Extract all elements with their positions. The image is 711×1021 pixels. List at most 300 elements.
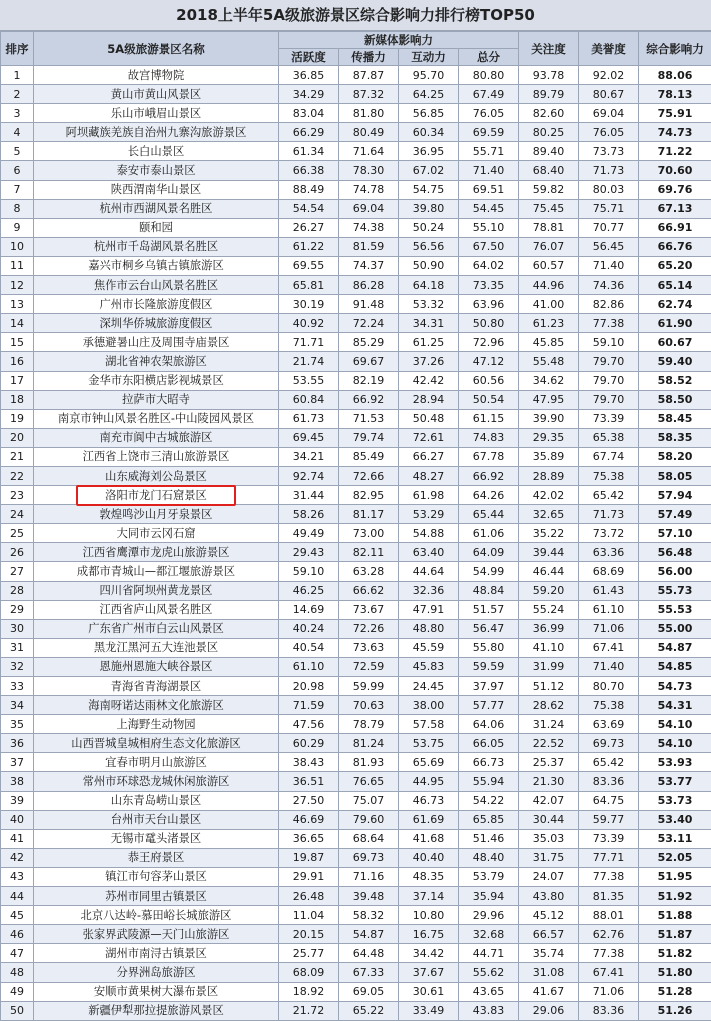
interact-cell: 38.00 <box>399 696 459 715</box>
rank-cell: 12 <box>1 276 34 295</box>
attention-cell: 25.37 <box>519 753 579 772</box>
interact-cell: 54.88 <box>399 524 459 543</box>
interact-cell: 45.83 <box>399 657 459 676</box>
name-cell: 南京市钟山风景名胜区-中山陵园风景区 <box>34 409 279 428</box>
table-row <box>1 715 711 734</box>
header-reputation: 美誉度 <box>579 32 639 66</box>
table-row <box>1 237 711 256</box>
final-cell: 54.85 <box>639 657 711 676</box>
reputation-cell: 67.41 <box>579 638 639 657</box>
total-cell: 73.35 <box>459 276 519 295</box>
spread-cell: 74.78 <box>339 180 399 199</box>
reputation-cell: 81.35 <box>579 887 639 906</box>
spread-cell: 59.99 <box>339 677 399 696</box>
spread-cell: 87.87 <box>339 66 399 85</box>
header-name: 5A级旅游景区名称 <box>34 32 279 66</box>
interact-cell: 64.18 <box>399 276 459 295</box>
active-cell: 49.49 <box>279 524 339 543</box>
active-cell: 83.04 <box>279 104 339 123</box>
active-cell: 58.26 <box>279 505 339 524</box>
active-cell: 40.24 <box>279 619 339 638</box>
spread-cell: 81.80 <box>339 104 399 123</box>
interact-cell: 50.48 <box>399 409 459 428</box>
interact-cell: 24.45 <box>399 677 459 696</box>
total-cell: 57.77 <box>459 696 519 715</box>
table-row <box>1 906 711 925</box>
table-body <box>1 66 711 1021</box>
rank-cell: 41 <box>1 829 34 848</box>
interact-cell: 56.56 <box>399 237 459 256</box>
rank-cell: 31 <box>1 638 34 657</box>
rank-cell: 1 <box>1 66 34 85</box>
name-cell: 江西省庐山风景名胜区 <box>34 600 279 619</box>
active-cell: 53.55 <box>279 371 339 390</box>
table-row <box>1 409 711 428</box>
table-row <box>1 142 711 161</box>
final-cell: 55.00 <box>639 619 711 638</box>
header-attention: 关注度 <box>519 32 579 66</box>
table-row <box>1 753 711 772</box>
interact-cell: 66.27 <box>399 447 459 466</box>
spread-cell: 71.64 <box>339 142 399 161</box>
interact-cell: 28.94 <box>399 390 459 409</box>
final-cell: 53.11 <box>639 829 711 848</box>
name-cell: 恩施州恩施大峡谷景区 <box>34 657 279 676</box>
table-row <box>1 562 711 581</box>
name-cell: 分界洲岛旅游区 <box>34 963 279 982</box>
table-row <box>1 600 711 619</box>
interact-cell: 65.69 <box>399 753 459 772</box>
spread-cell: 91.48 <box>339 295 399 314</box>
interact-cell: 63.40 <box>399 543 459 562</box>
attention-cell: 78.81 <box>519 218 579 237</box>
name-cell: 深圳华侨城旅游度假区 <box>34 314 279 333</box>
total-cell: 61.06 <box>459 524 519 543</box>
final-cell: 53.40 <box>639 810 711 829</box>
reputation-cell: 77.71 <box>579 848 639 867</box>
name-cell: 焦作市云台山风景名胜区 <box>34 276 279 295</box>
final-cell: 51.80 <box>639 963 711 982</box>
table-row <box>1 696 711 715</box>
interact-cell: 72.61 <box>399 428 459 447</box>
active-cell: 31.44 <box>279 486 339 505</box>
reputation-cell: 75.71 <box>579 199 639 218</box>
attention-cell: 35.89 <box>519 447 579 466</box>
active-cell: 20.98 <box>279 677 339 696</box>
attention-cell: 22.52 <box>519 734 579 753</box>
reputation-cell: 61.10 <box>579 600 639 619</box>
interact-cell: 44.95 <box>399 772 459 791</box>
active-cell: 26.48 <box>279 887 339 906</box>
header-interact: 互动力 <box>399 49 459 66</box>
interact-cell: 40.40 <box>399 848 459 867</box>
reputation-cell: 77.38 <box>579 867 639 886</box>
reputation-cell: 64.75 <box>579 791 639 810</box>
reputation-cell: 59.10 <box>579 333 639 352</box>
spread-cell: 85.29 <box>339 333 399 352</box>
active-cell: 18.92 <box>279 982 339 1001</box>
table-header <box>1 32 711 66</box>
interact-cell: 60.34 <box>399 123 459 142</box>
attention-cell: 28.62 <box>519 696 579 715</box>
reputation-cell: 79.70 <box>579 390 639 409</box>
table-row <box>1 390 711 409</box>
final-cell: 58.52 <box>639 371 711 390</box>
attention-cell: 39.44 <box>519 543 579 562</box>
active-cell: 66.29 <box>279 123 339 142</box>
rank-cell: 27 <box>1 562 34 581</box>
active-cell: 60.29 <box>279 734 339 753</box>
reputation-cell: 80.03 <box>579 180 639 199</box>
final-cell: 58.35 <box>639 428 711 447</box>
interact-cell: 32.36 <box>399 581 459 600</box>
name-cell: 镇江市句容茅山景区 <box>34 867 279 886</box>
spread-cell: 78.79 <box>339 715 399 734</box>
spread-cell: 73.67 <box>339 600 399 619</box>
total-cell: 50.54 <box>459 390 519 409</box>
final-cell: 65.20 <box>639 256 711 275</box>
header-total: 总分 <box>459 49 519 66</box>
reputation-cell: 62.76 <box>579 925 639 944</box>
table-row <box>1 428 711 447</box>
total-cell: 54.22 <box>459 791 519 810</box>
rank-cell: 24 <box>1 505 34 524</box>
final-cell: 70.60 <box>639 161 711 180</box>
total-cell: 66.92 <box>459 466 519 485</box>
reputation-cell: 79.70 <box>579 371 639 390</box>
active-cell: 29.43 <box>279 543 339 562</box>
total-cell: 43.65 <box>459 982 519 1001</box>
rank-cell: 3 <box>1 104 34 123</box>
interact-cell: 53.29 <box>399 505 459 524</box>
attention-cell: 35.22 <box>519 524 579 543</box>
name-cell: 恭王府景区 <box>34 848 279 867</box>
spread-cell: 73.63 <box>339 638 399 657</box>
final-cell: 66.91 <box>639 218 711 237</box>
name-cell: 张家界武陵源—天门山旅游区 <box>34 925 279 944</box>
name-cell: 杭州市西湖风景名胜区 <box>34 199 279 218</box>
rank-cell: 7 <box>1 180 34 199</box>
rank-cell: 20 <box>1 428 34 447</box>
attention-cell: 34.62 <box>519 371 579 390</box>
name-cell: 上海野生动物园 <box>34 715 279 734</box>
name-cell: 杭州市千岛湖风景名胜区 <box>34 237 279 256</box>
attention-cell: 89.40 <box>519 142 579 161</box>
reputation-cell: 59.77 <box>579 810 639 829</box>
attention-cell: 31.08 <box>519 963 579 982</box>
attention-cell: 29.06 <box>519 1001 579 1020</box>
interact-cell: 61.69 <box>399 810 459 829</box>
header-media-group: 新媒体影响力 <box>279 32 519 49</box>
active-cell: 11.04 <box>279 906 339 925</box>
active-cell: 61.22 <box>279 237 339 256</box>
total-cell: 44.71 <box>459 944 519 963</box>
total-cell: 69.51 <box>459 180 519 199</box>
final-cell: 51.95 <box>639 867 711 886</box>
total-cell: 48.40 <box>459 848 519 867</box>
name-cell: 海南呀诺达雨林文化旅游区 <box>34 696 279 715</box>
name-cell: 山西晋城皇城相府生态文化旅游区 <box>34 734 279 753</box>
interact-cell: 64.25 <box>399 85 459 104</box>
reputation-cell: 71.73 <box>579 505 639 524</box>
name-cell: 四川省阿坝州黄龙景区 <box>34 581 279 600</box>
rank-cell: 45 <box>1 906 34 925</box>
final-cell: 88.06 <box>639 66 711 85</box>
name-cell: 新疆伊犁那拉提旅游风景区 <box>34 1001 279 1020</box>
spread-cell: 71.53 <box>339 409 399 428</box>
active-cell: 29.91 <box>279 867 339 886</box>
name-cell: 陕西渭南华山景区 <box>34 180 279 199</box>
attention-cell: 44.96 <box>519 276 579 295</box>
reputation-cell: 74.36 <box>579 276 639 295</box>
table-row <box>1 524 711 543</box>
active-cell: 21.72 <box>279 1001 339 1020</box>
attention-cell: 80.25 <box>519 123 579 142</box>
active-cell: 30.19 <box>279 295 339 314</box>
attention-cell: 55.24 <box>519 600 579 619</box>
spread-cell: 73.00 <box>339 524 399 543</box>
attention-cell: 75.45 <box>519 199 579 218</box>
final-cell: 67.13 <box>639 199 711 218</box>
rank-cell: 2 <box>1 85 34 104</box>
rank-cell: 47 <box>1 944 34 963</box>
reputation-cell: 56.45 <box>579 237 639 256</box>
attention-cell: 42.07 <box>519 791 579 810</box>
table-row <box>1 66 711 85</box>
table-row <box>1 314 711 333</box>
table-row <box>1 944 711 963</box>
rank-cell: 14 <box>1 314 34 333</box>
rank-cell: 8 <box>1 199 34 218</box>
attention-cell: 21.30 <box>519 772 579 791</box>
active-cell: 36.85 <box>279 66 339 85</box>
interact-cell: 33.49 <box>399 1001 459 1020</box>
total-cell: 80.80 <box>459 66 519 85</box>
name-cell: 湖北省神农架旅游区 <box>34 352 279 371</box>
table-row <box>1 982 711 1001</box>
spread-cell: 82.19 <box>339 371 399 390</box>
table-row <box>1 123 711 142</box>
interact-cell: 48.27 <box>399 466 459 485</box>
spread-cell: 78.30 <box>339 161 399 180</box>
header-active: 活跃度 <box>279 49 339 66</box>
reputation-cell: 83.36 <box>579 772 639 791</box>
total-cell: 50.80 <box>459 314 519 333</box>
interact-cell: 37.26 <box>399 352 459 371</box>
total-cell: 32.68 <box>459 925 519 944</box>
name-cell: 敦煌鸣沙山月牙泉景区 <box>34 505 279 524</box>
interact-cell: 53.75 <box>399 734 459 753</box>
rank-cell: 18 <box>1 390 34 409</box>
final-cell: 51.92 <box>639 887 711 906</box>
name-cell: 宜春市明月山旅游区 <box>34 753 279 772</box>
total-cell: 65.85 <box>459 810 519 829</box>
reputation-cell: 77.38 <box>579 314 639 333</box>
final-cell: 61.90 <box>639 314 711 333</box>
final-cell: 62.74 <box>639 295 711 314</box>
spread-cell: 79.74 <box>339 428 399 447</box>
active-cell: 25.77 <box>279 944 339 963</box>
final-cell: 53.73 <box>639 791 711 810</box>
interact-cell: 30.61 <box>399 982 459 1001</box>
rank-cell: 15 <box>1 333 34 352</box>
attention-cell: 60.57 <box>519 256 579 275</box>
spread-cell: 70.63 <box>339 696 399 715</box>
table-row <box>1 810 711 829</box>
rank-cell: 9 <box>1 218 34 237</box>
final-cell: 51.82 <box>639 944 711 963</box>
reputation-cell: 65.42 <box>579 486 639 505</box>
interact-cell: 46.73 <box>399 791 459 810</box>
table-row <box>1 295 711 314</box>
table-row <box>1 657 711 676</box>
final-cell: 59.40 <box>639 352 711 371</box>
name-cell: 成都市青城山—都江堰旅游景区 <box>34 562 279 581</box>
spread-cell: 66.92 <box>339 390 399 409</box>
total-cell: 76.05 <box>459 104 519 123</box>
rank-cell: 23 <box>1 486 34 505</box>
rank-cell: 46 <box>1 925 34 944</box>
interact-cell: 36.95 <box>399 142 459 161</box>
table-row <box>1 1001 711 1020</box>
table-row <box>1 619 711 638</box>
name-cell: 承德避暑山庄及周围寺庙景区 <box>34 333 279 352</box>
spread-cell: 54.87 <box>339 925 399 944</box>
spread-cell: 39.48 <box>339 887 399 906</box>
rank-cell: 33 <box>1 677 34 696</box>
table-row <box>1 85 711 104</box>
table-row <box>1 218 711 237</box>
rank-cell: 19 <box>1 409 34 428</box>
attention-cell: 46.44 <box>519 562 579 581</box>
attention-cell: 82.60 <box>519 104 579 123</box>
name-cell: 阿坝藏族羌族自治州九寨沟旅游景区 <box>34 123 279 142</box>
table-row <box>1 677 711 696</box>
attention-cell: 42.02 <box>519 486 579 505</box>
spread-cell: 82.11 <box>339 543 399 562</box>
rank-cell: 35 <box>1 715 34 734</box>
spread-cell: 66.62 <box>339 581 399 600</box>
attention-cell: 45.12 <box>519 906 579 925</box>
table-row <box>1 543 711 562</box>
name-cell: 广东省广州市白云山风景区 <box>34 619 279 638</box>
final-cell: 54.31 <box>639 696 711 715</box>
final-cell: 57.94 <box>639 486 711 505</box>
reputation-cell: 73.73 <box>579 142 639 161</box>
rank-cell: 44 <box>1 887 34 906</box>
total-cell: 69.59 <box>459 123 519 142</box>
spread-cell: 80.49 <box>339 123 399 142</box>
name-cell: 颐和园 <box>34 218 279 237</box>
name-cell: 泰安市泰山景区 <box>34 161 279 180</box>
spread-cell: 58.32 <box>339 906 399 925</box>
total-cell: 53.79 <box>459 867 519 886</box>
interact-cell: 57.58 <box>399 715 459 734</box>
attention-cell: 24.07 <box>519 867 579 886</box>
reputation-cell: 69.04 <box>579 104 639 123</box>
table-row <box>1 734 711 753</box>
rank-cell: 38 <box>1 772 34 791</box>
reputation-cell: 83.36 <box>579 1001 639 1020</box>
interact-cell: 56.85 <box>399 104 459 123</box>
attention-cell: 76.07 <box>519 237 579 256</box>
total-cell: 54.45 <box>459 199 519 218</box>
active-cell: 46.69 <box>279 810 339 829</box>
attention-cell: 41.00 <box>519 295 579 314</box>
spread-cell: 67.33 <box>339 963 399 982</box>
final-cell: 78.13 <box>639 85 711 104</box>
total-cell: 55.80 <box>459 638 519 657</box>
active-cell: 26.27 <box>279 218 339 237</box>
active-cell: 40.54 <box>279 638 339 657</box>
attention-cell: 43.80 <box>519 887 579 906</box>
attention-cell: 31.75 <box>519 848 579 867</box>
interact-cell: 95.70 <box>399 66 459 85</box>
name-cell: 无锡市鼋头渚景区 <box>34 829 279 848</box>
rank-cell: 29 <box>1 600 34 619</box>
final-cell: 54.87 <box>639 638 711 657</box>
total-cell: 64.02 <box>459 256 519 275</box>
table-row <box>1 848 711 867</box>
final-cell: 74.73 <box>639 123 711 142</box>
reputation-cell: 92.02 <box>579 66 639 85</box>
final-cell: 58.50 <box>639 390 711 409</box>
attention-cell: 66.57 <box>519 925 579 944</box>
table-row <box>1 772 711 791</box>
reputation-cell: 69.73 <box>579 734 639 753</box>
spread-cell: 75.07 <box>339 791 399 810</box>
reputation-cell: 63.69 <box>579 715 639 734</box>
spread-cell: 69.73 <box>339 848 399 867</box>
rank-cell: 36 <box>1 734 34 753</box>
final-cell: 58.45 <box>639 409 711 428</box>
active-cell: 34.21 <box>279 447 339 466</box>
name-cell: 苏州市同里古镇景区 <box>34 887 279 906</box>
total-cell: 67.50 <box>459 237 519 256</box>
interact-cell: 10.80 <box>399 906 459 925</box>
attention-cell: 35.74 <box>519 944 579 963</box>
name-cell: 青海省青海湖景区 <box>34 677 279 696</box>
total-cell: 51.57 <box>459 600 519 619</box>
spread-cell: 85.49 <box>339 447 399 466</box>
reputation-cell: 75.38 <box>579 696 639 715</box>
name-cell: 长白山景区 <box>34 142 279 161</box>
interact-cell: 39.80 <box>399 199 459 218</box>
rank-cell: 25 <box>1 524 34 543</box>
final-cell: 60.67 <box>639 333 711 352</box>
interact-cell: 61.98 <box>399 486 459 505</box>
active-cell: 71.71 <box>279 333 339 352</box>
active-cell: 20.15 <box>279 925 339 944</box>
reputation-cell: 76.05 <box>579 123 639 142</box>
final-cell: 56.48 <box>639 543 711 562</box>
spread-cell: 79.60 <box>339 810 399 829</box>
table-row <box>1 371 711 390</box>
attention-cell: 41.67 <box>519 982 579 1001</box>
reputation-cell: 70.77 <box>579 218 639 237</box>
reputation-cell: 71.06 <box>579 619 639 638</box>
reputation-cell: 67.41 <box>579 963 639 982</box>
spread-cell: 82.95 <box>339 486 399 505</box>
reputation-cell: 73.39 <box>579 409 639 428</box>
interact-cell: 34.42 <box>399 944 459 963</box>
name-cell: 洛阳市龙门石窟景区 <box>34 486 279 505</box>
active-cell: 92.74 <box>279 466 339 485</box>
reputation-cell: 68.69 <box>579 562 639 581</box>
active-cell: 27.50 <box>279 791 339 810</box>
total-cell: 37.97 <box>459 677 519 696</box>
rank-cell: 13 <box>1 295 34 314</box>
